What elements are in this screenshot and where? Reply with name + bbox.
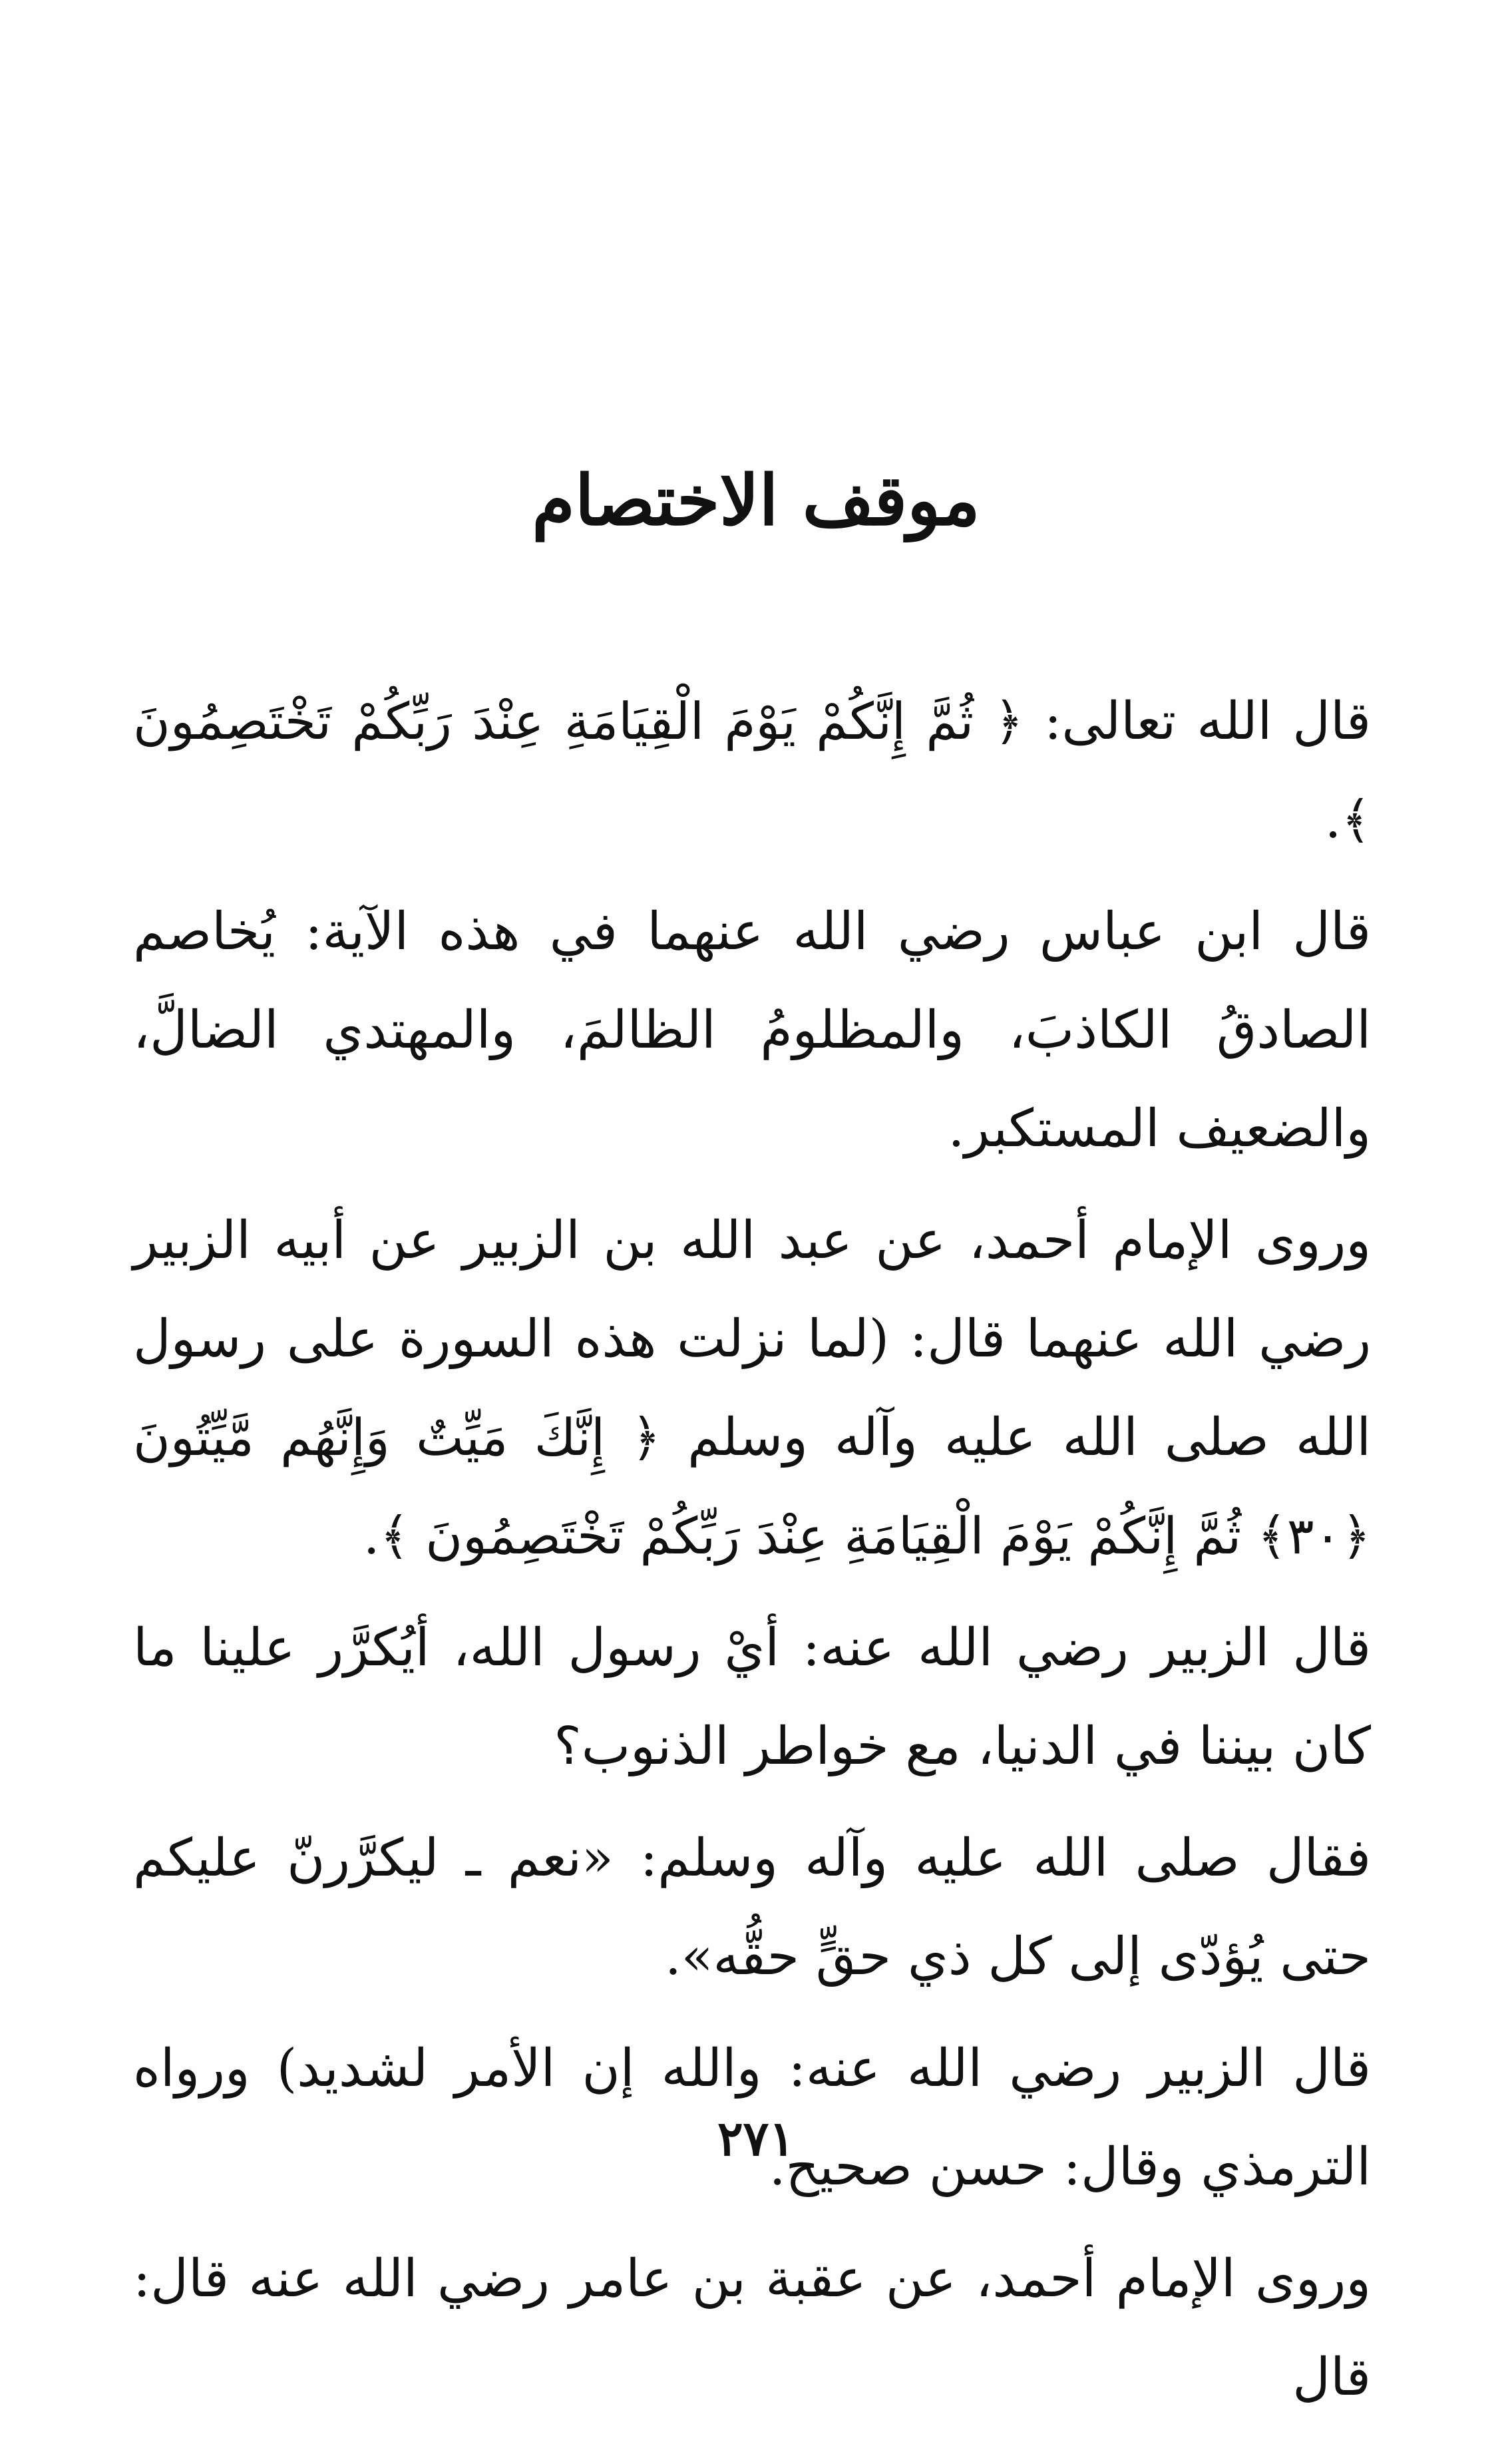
page-title: موقف الاختصام [532, 459, 980, 541]
paragraph-prophet-answer: فقال صلى الله عليه وآله وسلم: «نعم ـ ليكرَّرنّ عليكم حتى يُؤدّى إلى كل ذي حقٍّ حقُّه». [133, 1828, 1371, 1987]
paragraph-zubair-response: قال الزبير رضي الله عنه: والله إن الأمر لشديد) ورواه الترمذي وقال: حسن صحيح. [133, 2039, 1371, 2197]
narration-text: وروى الإمام أحمد، عن عبد الله بن الزبير عن أبيه الزبير رضي الله عنهما قال: (لما نزلت هذه السورة على رسول الله صلى الله عليه وآله وسلم [133, 1211, 1372, 1468]
paragraph-verse [133, 672, 1371, 869]
verse-intro: قال الله تعالى: [1024, 692, 1372, 751]
paragraph-zubair-question: قال الزبير رضي الله عنه: أيْ رسول الله، أيُكرَّر علينا ما كان بيننا في الدنيا، مع خواطر الذنوب؟ [133, 1618, 1371, 1776]
paragraph-ahmad-narration [133, 1191, 1371, 1585]
page-body [133, 672, 1371, 2440]
verse-end: . [1324, 790, 1342, 850]
quran-verse: ﴿ إِنَّكَ مَيِّتٌ وَإِنَّهُم مَّيِّتُونَ ﴿٣٠﴾ ثُمَّ إِنَّكُمْ يَوْمَ الْقِيَامَةِ عِنْدَ رَبِّكُمْ تَخْتَصِمُونَ ﴾ [133, 1408, 1371, 1565]
page-number: ٢٧١ [717, 2110, 795, 2166]
narration-end: . [363, 1506, 380, 1566]
paragraph-ibn-abbas: قال ابن عباس رضي الله عنهما في هذه الآية: يُخاصم الصادقُ الكاذبَ، والمظلومُ الظالمَ، والمهتدي الضالَّ، والضعيف المستكبر. [133, 902, 1371, 1159]
paragraph-uqba-narration: وروى الإمام أحمد، عن عقبة بن عامر رضي الله عنه قال: قال [133, 2249, 1371, 2407]
quran-verse: ﴿ ثُمَّ إِنَّكُمْ يَوْمَ الْقِيَامَةِ عِنْدَ رَبِّكُمْ تَخْتَصِمُونَ ﴾ [133, 692, 1371, 849]
